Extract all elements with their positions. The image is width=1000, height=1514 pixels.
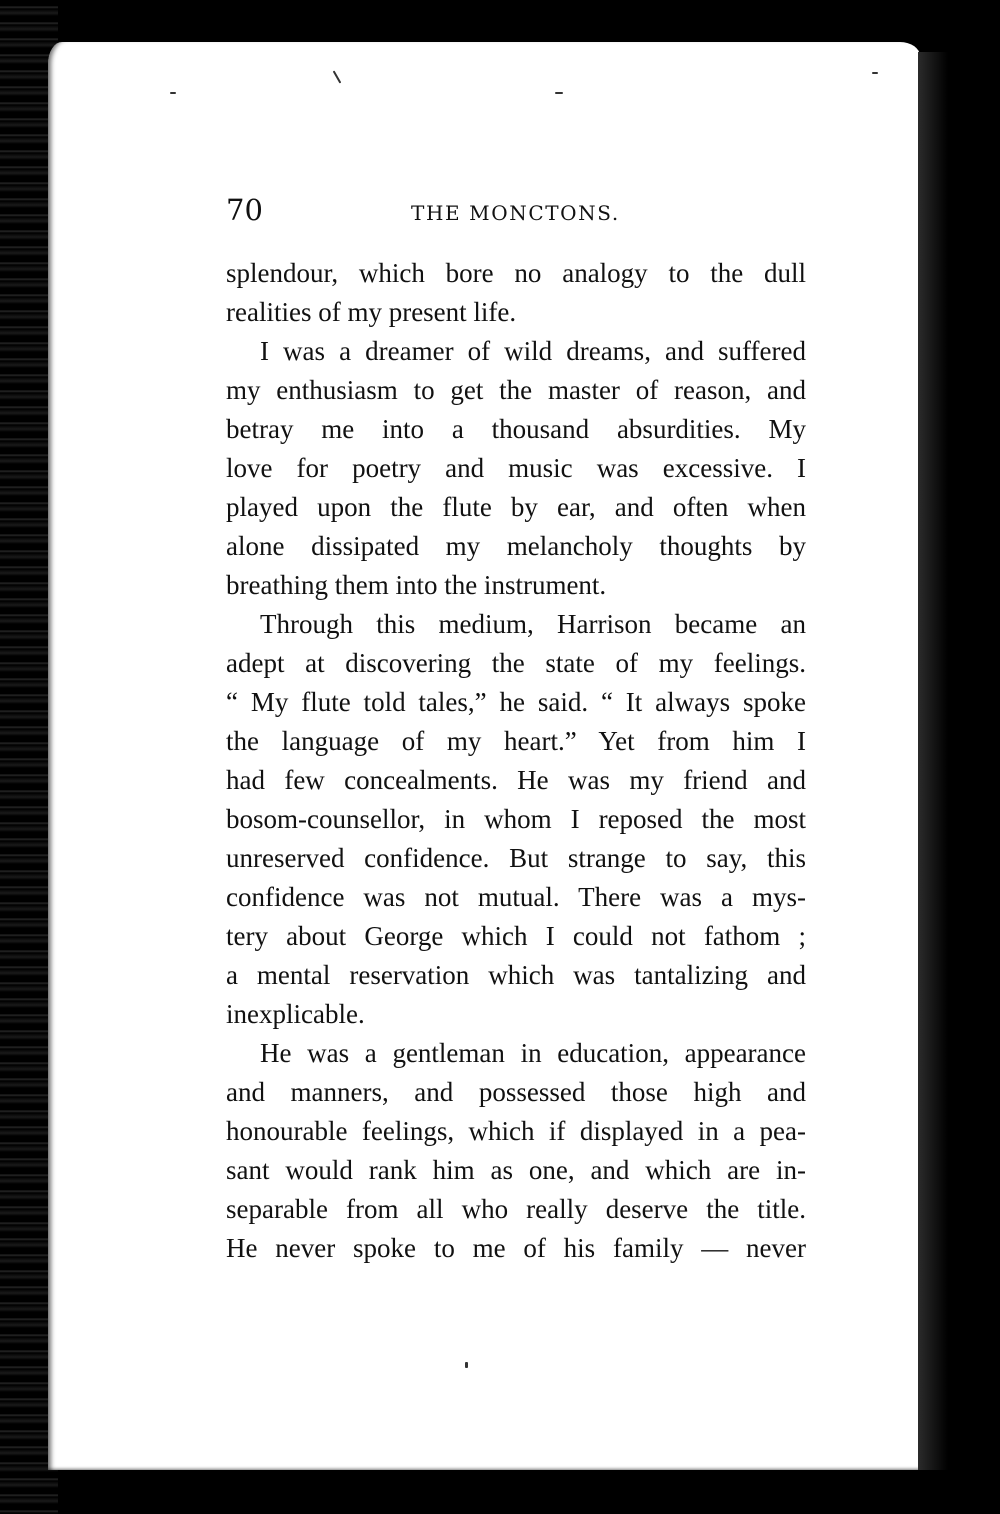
text-line: confidence was not mutual. There was a mys- [226, 882, 806, 912]
text-line: separable from all who really deserve the title. [226, 1194, 806, 1224]
text-line: had few concealments. He was my friend and [226, 765, 806, 795]
running-head: THE MONCTONS. [411, 201, 620, 225]
paragraph [226, 605, 806, 1034]
text-line: adept at discovering the state of my feelings. [226, 648, 806, 678]
text-line: a mental reservation which was tantalizing and [226, 960, 806, 990]
text-line: honourable feelings, which if displayed in a pea- [226, 1116, 806, 1146]
text-line: my enthusiasm to get the master of reason, and [226, 375, 806, 405]
text-line: splendour, which bore no analogy to the dull [226, 258, 806, 288]
text-line: “ My flute told tales,” he said. “ It always spoke [226, 687, 806, 717]
text-line: played upon the flute by ear, and often when [226, 492, 806, 522]
paragraph [226, 1034, 806, 1268]
ink-speck [170, 92, 176, 94]
body-text [226, 254, 806, 1268]
text-line: love for poetry and music was excessive. I [226, 453, 806, 483]
text-line: breathing them into the instrument. [226, 570, 607, 600]
ink-speck [465, 1362, 468, 1368]
text-line: sant would rank him as one, and which are in- [226, 1155, 806, 1185]
text-line: bosom-counsellor, in whom I reposed the most [226, 804, 806, 834]
text-line: Through this medium, Harrison became an [260, 609, 806, 639]
page-header [226, 190, 806, 230]
page-right-shadow [918, 52, 948, 1470]
text-line: alone dissipated my melancholy thoughts by [226, 531, 806, 561]
page-number: 70 [226, 193, 263, 227]
ink-speck [555, 92, 563, 94]
paragraph [226, 254, 806, 332]
text-line: betray me into a thousand absurdities. My [226, 414, 806, 444]
text-line: He never spoke to me of his family — never [226, 1233, 806, 1263]
text-line: tery about George which I could not fathom ; [226, 921, 806, 951]
text-line: I was a dreamer of wild dreams, and suffered [260, 336, 806, 366]
text-line: inexplicable. [226, 999, 365, 1029]
text-line: and manners, and possessed those high and [226, 1077, 806, 1107]
text-line: realities of my present life. [226, 297, 517, 327]
ink-speck [872, 72, 878, 74]
text-line: the language of my heart.” Yet from him I [226, 726, 806, 756]
paragraph [226, 332, 806, 605]
text-line: unreserved confidence. But strange to say, this [226, 843, 806, 873]
text-line: He was a gentleman in education, appearance [260, 1038, 806, 1068]
